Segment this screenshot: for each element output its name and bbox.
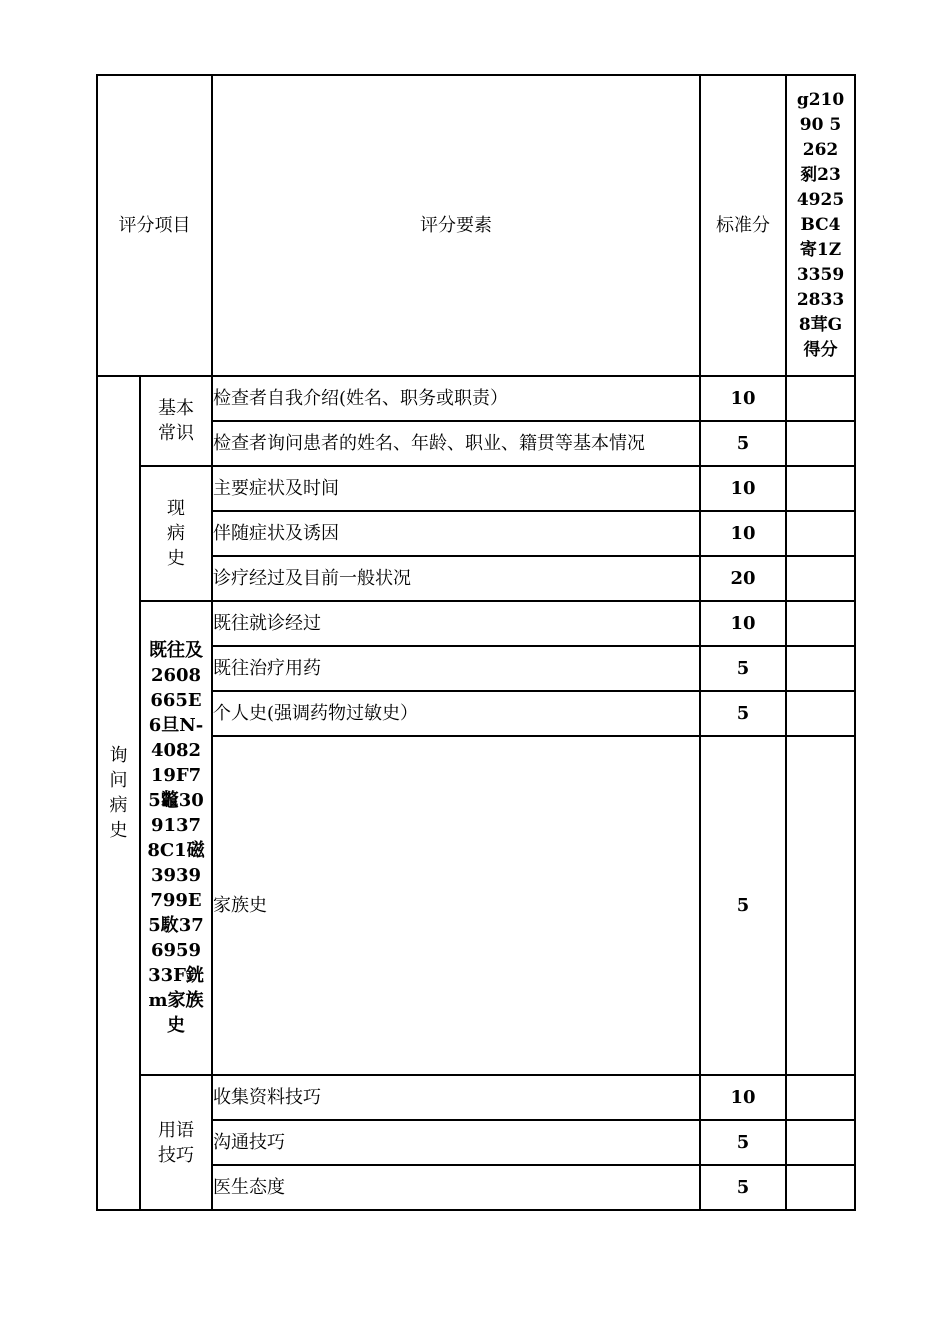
- group-cell-history: [140, 601, 212, 1075]
- header-element: 评分要素: [212, 75, 700, 376]
- table-row: [97, 466, 855, 511]
- category-cell: [97, 376, 140, 1210]
- standard-score-cell: 10: [700, 376, 786, 421]
- standard-score-cell: 10: [700, 1075, 786, 1120]
- score-input-cell[interactable]: [786, 1165, 855, 1210]
- score-input-cell[interactable]: [786, 736, 855, 1075]
- element-cell: 伴随症状及诱因: [212, 511, 700, 556]
- group-label: 既往及2608665E6旦N-408219F75龞3091378C1磁3939799E5駇37695933F銧m家族史: [147, 640, 205, 1036]
- header-row: [97, 75, 855, 376]
- element-cell: 沟通技巧: [212, 1120, 700, 1165]
- standard-score-cell: 10: [700, 601, 786, 646]
- group-cell-skills: [140, 1075, 212, 1210]
- standard-score-cell: 5: [700, 1120, 786, 1165]
- header-standard: 标准分: [700, 75, 786, 376]
- score-input-cell[interactable]: [786, 601, 855, 646]
- header-score-text: g21090 5262剢234925BC4寄1Z335928338茸G得分: [796, 90, 845, 360]
- standard-score-cell: 5: [700, 736, 786, 1075]
- score-input-cell[interactable]: [786, 1120, 855, 1165]
- score-input-cell[interactable]: [786, 1075, 855, 1120]
- table-row: [97, 1075, 855, 1120]
- score-input-cell[interactable]: [786, 691, 855, 736]
- element-cell: 个人史(强调药物过敏史）: [212, 691, 700, 736]
- group-label: 用语技巧: [158, 1119, 194, 1166]
- element-cell: 诊疗经过及目前一般状况: [212, 556, 700, 601]
- group-label: 基本常识: [158, 398, 194, 444]
- header-item: 评分项目: [97, 75, 212, 376]
- element-cell: 检查者询问患者的姓名、年龄、职业、籍贯等基本情况: [212, 421, 700, 466]
- group-cell-present: [140, 466, 212, 601]
- group-label: 现病史: [167, 498, 185, 569]
- score-input-cell[interactable]: [786, 556, 855, 601]
- element-cell: 主要症状及时间: [212, 466, 700, 511]
- standard-score-cell: 5: [700, 421, 786, 466]
- scoring-table: [96, 74, 856, 1211]
- element-cell: 既往治疗用药: [212, 646, 700, 691]
- standard-score-cell: 10: [700, 511, 786, 556]
- standard-score-cell: 20: [700, 556, 786, 601]
- category-label: 询问病史: [109, 745, 128, 841]
- table-row: [97, 601, 855, 646]
- element-cell: 医生态度: [212, 1165, 700, 1210]
- standard-score-cell: 10: [700, 466, 786, 511]
- score-input-cell[interactable]: [786, 511, 855, 556]
- score-input-cell[interactable]: [786, 466, 855, 511]
- standard-score-cell: 5: [700, 1165, 786, 1210]
- table-row: [97, 376, 855, 421]
- element-cell: 检查者自我介绍(姓名、职务或职责）: [212, 376, 700, 421]
- score-input-cell[interactable]: [786, 376, 855, 421]
- element-cell: 家族史: [212, 736, 700, 1075]
- element-cell: 收集资料技巧: [212, 1075, 700, 1120]
- standard-score-cell: 5: [700, 646, 786, 691]
- header-score: [786, 75, 855, 376]
- standard-score-cell: 5: [700, 691, 786, 736]
- group-cell-basic: [140, 376, 212, 466]
- score-input-cell[interactable]: [786, 421, 855, 466]
- score-input-cell[interactable]: [786, 646, 855, 691]
- element-cell: 既往就诊经过: [212, 601, 700, 646]
